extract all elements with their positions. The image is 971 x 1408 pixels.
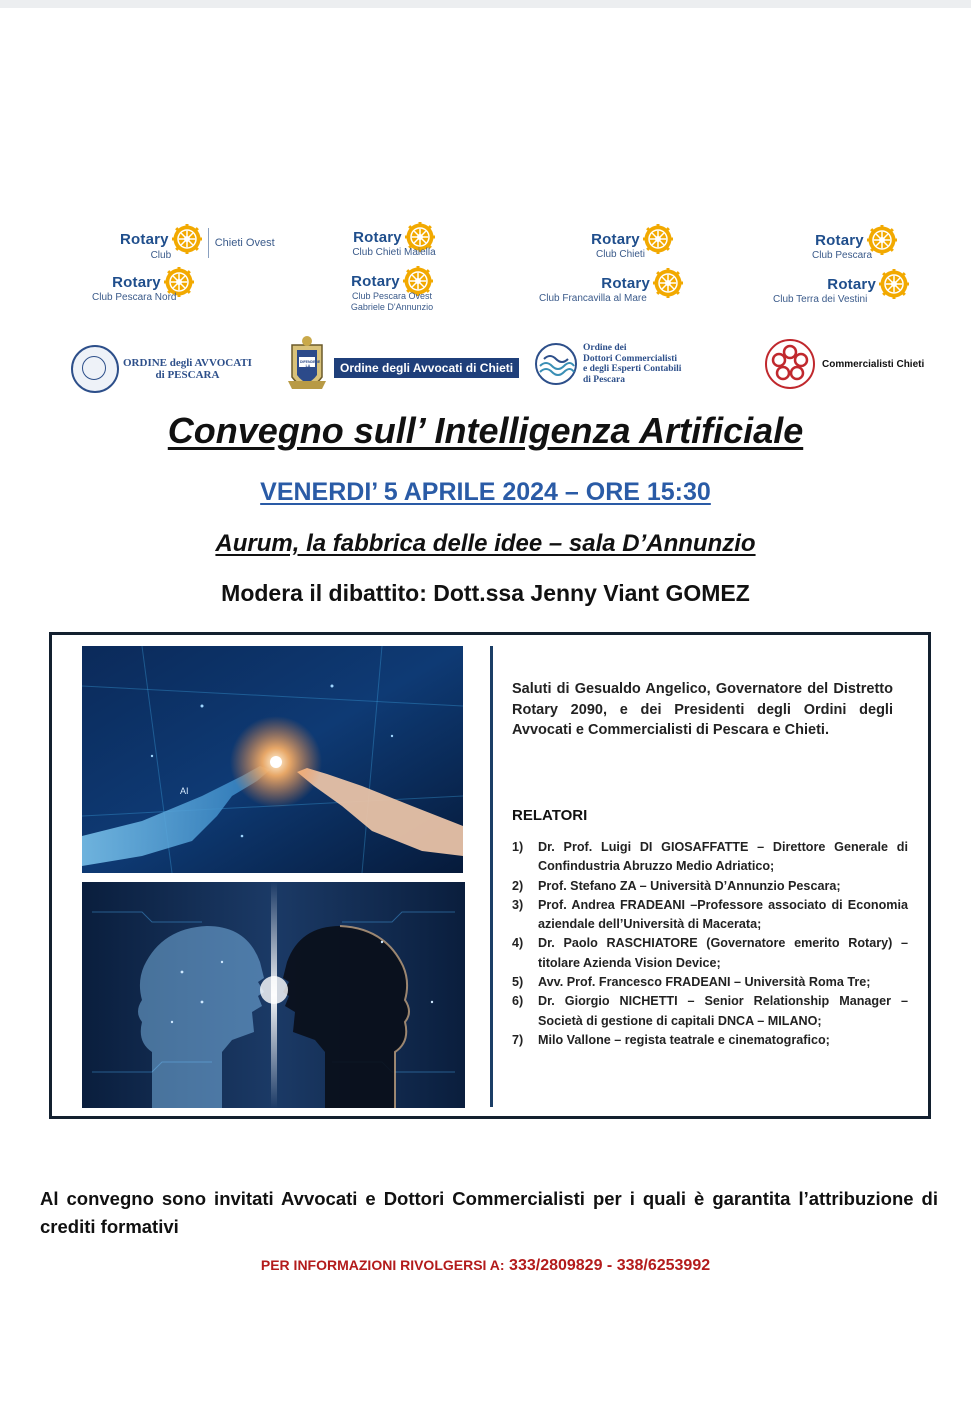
speaker-text: Prof. Andrea FRADEANI –Professore associato di Economia aziendale dell’Università di Macerata;	[538, 897, 908, 932]
rotary-logo-chieti-ovest	[120, 224, 275, 261]
rotary-wheel-icon	[879, 269, 909, 299]
speakers-heading: RELATORI	[512, 807, 588, 824]
waves-icon	[534, 342, 578, 386]
logo-avvocati-chieti	[284, 335, 519, 401]
rotary-wheel-icon	[653, 268, 683, 298]
speaker-item	[512, 973, 908, 992]
rotary-club-name: Club Pescara	[812, 250, 873, 261]
speaker-text: Dr. Giorgio NICHETTI – Senior Relationship Manager – Società di gestione di capitali DNCA – MILANO;	[538, 994, 908, 1028]
ai-faces-image	[82, 882, 465, 1108]
inst-line: di PESCARA	[155, 369, 220, 381]
rotary-club-name: Club Chieti Maiella	[352, 247, 436, 258]
speaker-number: 6)	[512, 994, 524, 1009]
speaker-number: 2)	[512, 878, 524, 893]
ai-chip-label: AI	[180, 786, 189, 796]
event-moderator: Modera il dibattito: Dott.ssa Jenny Viant GOMEZ	[221, 580, 750, 606]
rotary-wordmark: Rotary	[591, 230, 640, 248]
speaker-number: 4)	[512, 936, 524, 951]
speaker-number: 5)	[512, 975, 524, 990]
inst-label: Ordine degli Avvocati di Chieti	[334, 358, 519, 378]
speaker-number: 3)	[512, 897, 524, 912]
rotary-logo-chieti	[582, 224, 682, 260]
speaker-number: 1)	[512, 840, 524, 854]
event-datetime: VENERDI’ 5 APRILE 2024 – ORE 15:30	[260, 478, 711, 506]
rotary-club-name-2: Gabriele D'Annunzio	[350, 302, 434, 312]
rotary-logo-pescara	[806, 225, 906, 261]
rotary-wordmark: Rotary	[120, 230, 169, 248]
greetings-text: Saluti di Gesualdo Angelico, Governatore del Distretto Rotary 2090, e dei Presidenti degli Ordini degli Avvocati e Commercialisti di Pescara e Chieti.	[512, 681, 893, 738]
rotary-logo-chieti-maiella	[334, 222, 454, 258]
speaker-text: Dr. Prof. Luigi DI GIOSAFFATTE – Direttore Generale di Confindustria Abruzzo Medio Adriatico;	[538, 840, 908, 874]
logo-commercialisti-pescara	[534, 342, 681, 386]
contact-info	[0, 1257, 971, 1275]
rotary-wordmark: Rotary	[827, 275, 876, 293]
contact-label: PER INFORMAZIONI RIVOLGERSI A:	[260, 1257, 505, 1273]
commercialisti-emblem-icon	[764, 338, 816, 390]
rotary-club-side-name: Chieti Ovest	[214, 236, 275, 249]
speaker-item	[512, 896, 908, 935]
top-bar	[0, 0, 971, 8]
inst-line: di Pescara	[583, 374, 625, 385]
rotary-logo-terra-vestini	[771, 269, 911, 305]
speaker-number: 7)	[512, 1032, 524, 1047]
logo-commercialisti-chieti	[764, 338, 924, 390]
inst-line: ORDINE degli AVVOCATI	[123, 357, 252, 369]
inst-line: Dottori Commercialisti	[583, 353, 678, 364]
speaker-text: Dr. Paolo RASCHIATORE (Governatore emerito Rotary) – titolare Azienda Vision Device;	[538, 936, 908, 970]
rotary-club-name: Club Chieti	[596, 249, 645, 260]
rotary-wheel-icon	[172, 224, 202, 254]
speaker-item	[512, 1031, 908, 1050]
speaker-text: Prof. Stefano ZA – Università D’Annunzio Pescara;	[538, 878, 841, 893]
rotary-wordmark: Rotary	[601, 274, 650, 292]
speaker-item	[512, 992, 908, 1031]
contact-phones: 333/2809829 - 338/6253992	[509, 1257, 711, 1274]
rotary-wordmark: Rotary	[351, 272, 400, 290]
credits-note: Al convegno sono invitati Avvocati e Dottori Commercialisti per i quali è garantita l’attribuzione di crediti formativi	[40, 1188, 938, 1237]
rotary-wordmark: Rotary	[112, 273, 161, 291]
event-title: Convegno sull’ Intelligenza Artificiale	[167, 410, 804, 451]
logo-avvocati-pescara	[71, 345, 252, 393]
event-venue: Aurum, la fabbrica delle idee – sala D’Annunzio	[215, 530, 756, 557]
speaker-item	[512, 934, 908, 973]
rotary-club-name: Club Pescara Ovest	[351, 291, 433, 301]
program-box	[49, 632, 931, 1119]
rotary-club-name: Club Pescara Nord	[92, 292, 177, 303]
crest-text: DIFENDERE LA TUTELA	[300, 360, 321, 372]
speaker-item	[512, 877, 908, 896]
speakers-list	[512, 838, 908, 1050]
speaker-text: Avv. Prof. Francesco FRADEANI – Università Roma Tre;	[538, 975, 871, 990]
rotary-club-name: Club Francavilla al Mare	[539, 293, 647, 304]
ai-hands-image	[82, 646, 463, 873]
inst-line: e degli Esperti Contabili	[583, 364, 682, 374]
rotary-logo-pescara-ovest	[330, 266, 454, 312]
rotary-club-name: Club	[150, 250, 172, 261]
inst-label: Commercialisti Chieti	[822, 358, 925, 370]
speaker-item	[512, 838, 908, 877]
seal-icon	[71, 345, 119, 393]
rotary-club-name: Club Terra dei Vestini	[773, 294, 868, 305]
rotary-logo-pescara-nord	[92, 267, 214, 303]
inst-line: Ordine dei	[583, 343, 627, 353]
divider	[208, 228, 209, 258]
rotary-wordmark: Rotary	[815, 231, 864, 249]
rotary-wordmark: Rotary	[353, 228, 402, 246]
rotary-wheel-icon	[643, 224, 673, 254]
divider-line	[490, 646, 493, 1107]
rotary-logo-francavilla	[537, 268, 687, 304]
speaker-text: Milo Vallone – regista teatrale e cinematografico;	[538, 1032, 830, 1047]
